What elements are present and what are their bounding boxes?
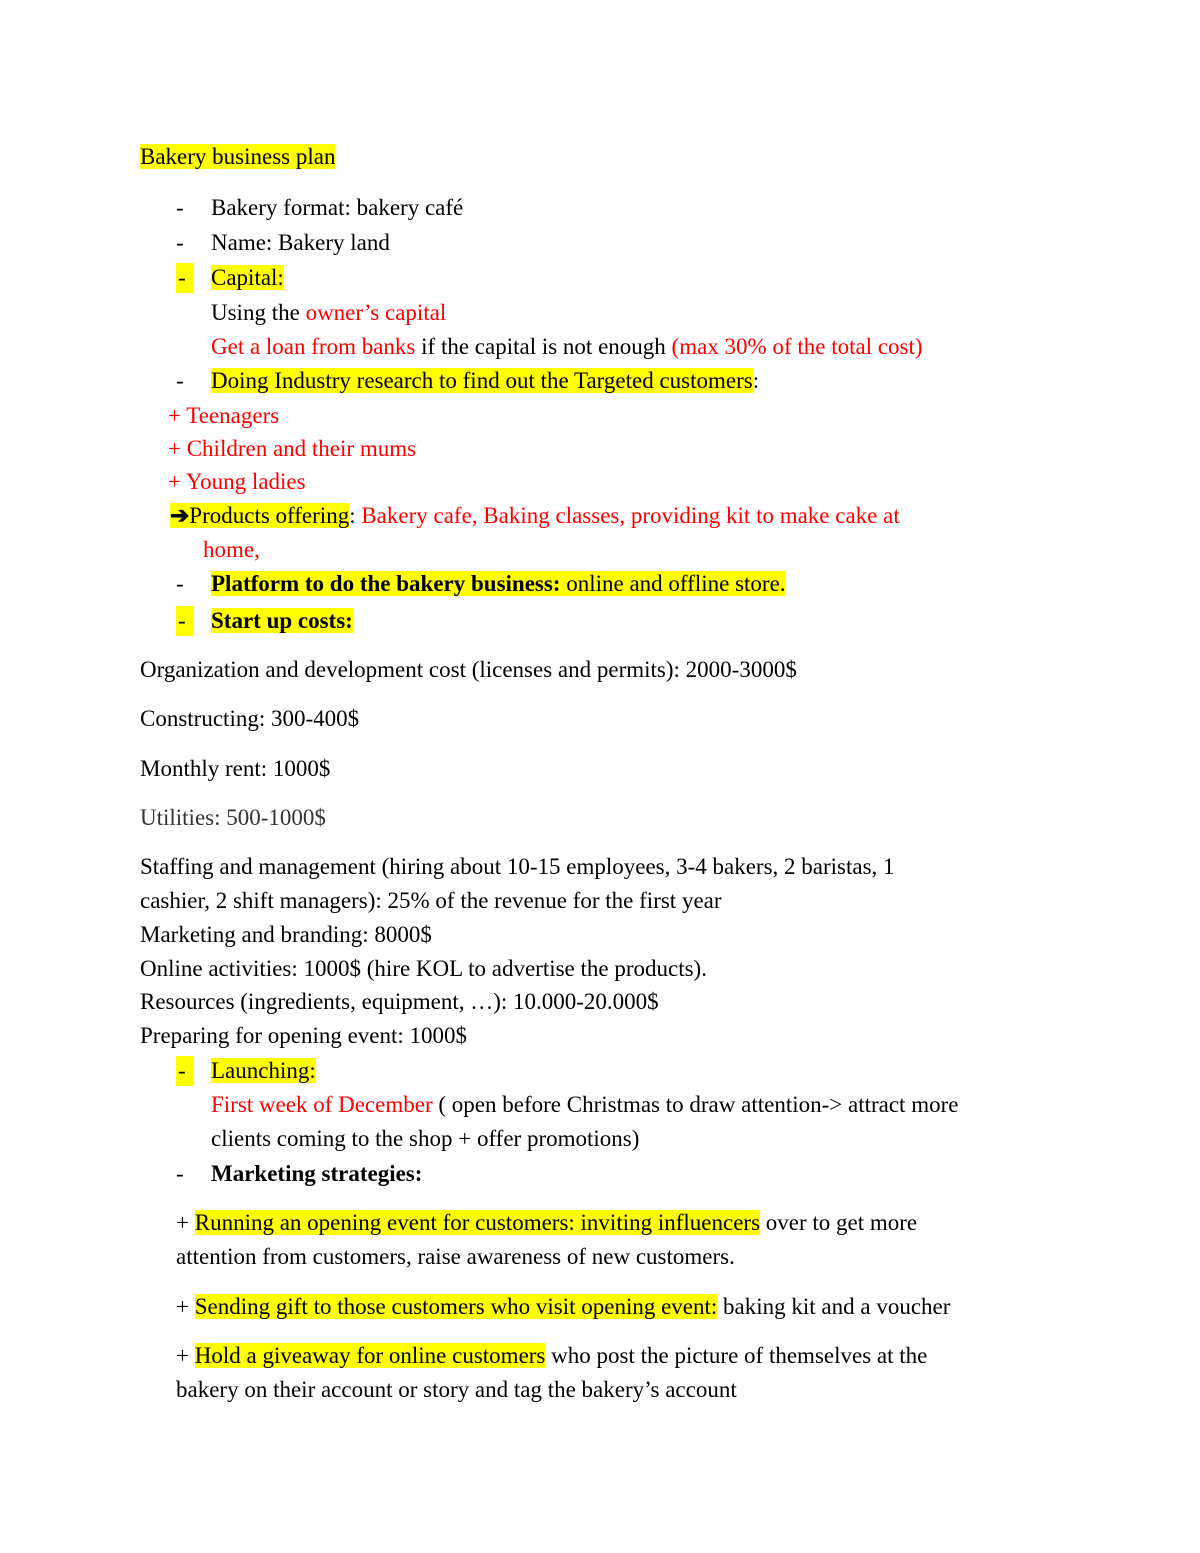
cost-marketing: Marketing and branding: 8000$	[140, 922, 432, 947]
strategy-3-cont: bakery on their account or story and tag the bakery’s account	[176, 1377, 737, 1402]
cost-monthly-rent: Monthly rent: 1000$	[140, 756, 331, 781]
launching-line-2: clients coming to the shop + offer promotions)	[211, 1126, 640, 1151]
products-offering: ➔Products offering: Bakery cafe, Baking classes, providing kit to make cake at	[170, 503, 900, 528]
cost-online: Online activities: 1000$ (hire KOL to advertise the products).	[140, 956, 707, 981]
cost-opening-event: Preparing for opening event: 1000$	[140, 1023, 468, 1048]
capital-label: Capital:	[211, 265, 284, 290]
platform-line: Platform to do the bakery business: online and offline store.	[211, 571, 786, 596]
customer-young-ladies: + Young ladies	[168, 469, 306, 494]
bakery-name: Name: Bakery land	[211, 230, 390, 255]
capital-line-2: Get a loan from banks if the capital is not enough (max 30% of the total cost)	[211, 334, 923, 359]
bullet-dash: -	[176, 1056, 194, 1086]
bakery-format: Bakery format: bakery café	[211, 195, 464, 220]
cost-resources: Resources (ingredients, equipment, …): 10.000-20.000$	[140, 989, 659, 1014]
bullet-dash: -	[176, 195, 184, 220]
cost-staffing-1: Staffing and management (hiring about 10-15 employees, 3-4 bakers, 2 baristas, 1	[140, 854, 895, 879]
cost-staffing-2: cashier, 2 shift managers): 25% of the revenue for the first year	[140, 888, 722, 913]
strategy-2: + Sending gift to those customers who visit opening event: baking kit and a voucher	[176, 1294, 951, 1319]
bullet-dash: -	[176, 606, 194, 636]
bullet-dash: -	[176, 230, 184, 255]
strategy-1: + Running an opening event for customers: inviting influencers over to get more	[176, 1210, 918, 1235]
strategy-3: + Hold a giveaway for online customers who post the picture of themselves at the	[176, 1343, 928, 1368]
cost-organization: Organization and development cost (licenses and permits): 2000-3000$	[140, 657, 797, 682]
startup-costs-label: Start up costs:	[211, 608, 353, 633]
page-title: Bakery business plan	[140, 144, 336, 169]
products-offering-cont: home,	[203, 537, 260, 562]
bullet-dash: -	[176, 368, 184, 393]
marketing-strategies-label: Marketing strategies:	[211, 1161, 423, 1186]
launching-label: Launching:	[211, 1058, 316, 1083]
bullet-dash: -	[176, 263, 194, 293]
strategy-1-cont: attention from customers, raise awareness of new customers.	[176, 1244, 735, 1269]
capital-line-1: Using the owner’s capital	[211, 300, 447, 325]
arrow-right-icon: ➔	[170, 503, 190, 528]
customer-teenagers: + Teenagers	[168, 403, 280, 428]
customer-children: + Children and their mums	[168, 436, 417, 461]
cost-utilities: Utilities: 500-1000$	[140, 805, 326, 830]
research-line: Doing Industry research to find out the Targeted customers:	[211, 368, 760, 393]
launching-line-1: First week of December ( open before Christmas to draw attention-> attract more	[211, 1092, 959, 1117]
cost-constructing: Constructing: 300-400$	[140, 706, 360, 731]
bullet-dash: -	[176, 571, 184, 596]
bullet-dash: -	[176, 1161, 184, 1186]
